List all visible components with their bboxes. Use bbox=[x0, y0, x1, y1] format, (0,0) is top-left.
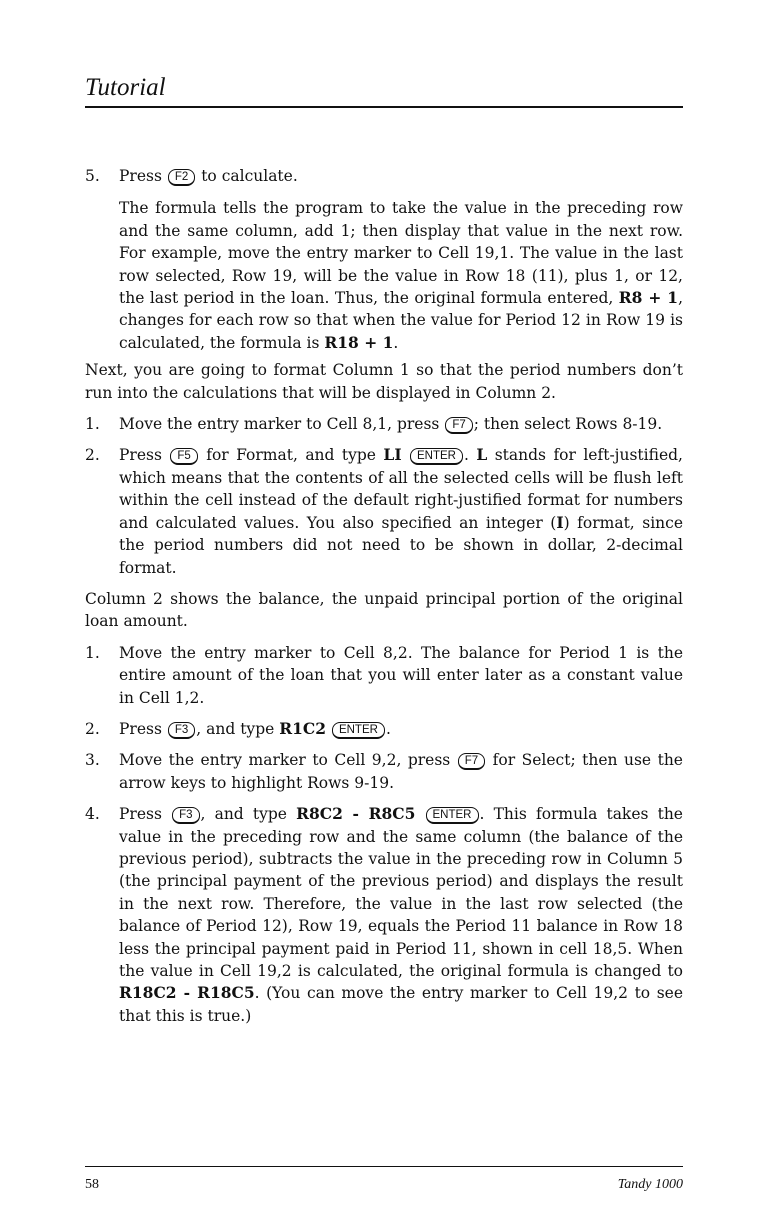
page-content bbox=[85, 165, 683, 1027]
text-span: , and type bbox=[200, 805, 297, 824]
text-span: The formula tells the program to take the value in the preceding row and the same column, add 1; then display that value in the next row. For example, move the entry marker to Cell 19,1. The value in the last row selected, Row 19, will be the value in Row 18 (11), plus 1, or 12, the last period in the loan. Thus, the original formula entered, bbox=[119, 199, 683, 308]
text-span: . bbox=[464, 446, 477, 465]
f3-key-icon: F3 bbox=[172, 807, 199, 824]
text-span: to calculate. bbox=[196, 167, 298, 185]
list2-step-2 bbox=[85, 718, 683, 740]
step-number: 1. bbox=[85, 415, 100, 434]
code-bold: LI bbox=[383, 445, 402, 465]
text-span: Press bbox=[119, 167, 162, 185]
f5-key-icon: F5 bbox=[170, 448, 197, 465]
header-rule bbox=[85, 106, 683, 108]
formula-bold: R8 + 1 bbox=[618, 288, 679, 308]
f2-key-icon: F2 bbox=[168, 169, 195, 186]
text-span: , and type bbox=[196, 719, 280, 738]
step-number: 2. bbox=[85, 446, 100, 465]
step-text bbox=[119, 444, 683, 578]
code-bold: R1C2 bbox=[279, 718, 327, 738]
formula-explanation bbox=[85, 197, 683, 354]
text-span: Move the entry marker to Cell 8,1, press bbox=[119, 415, 440, 434]
step-text bbox=[119, 803, 683, 1027]
list1-step-2 bbox=[85, 444, 683, 578]
header-title: Tutorial bbox=[85, 74, 166, 101]
list2-step-4 bbox=[85, 803, 683, 1027]
text-span: Press bbox=[119, 719, 162, 738]
text-span: stands for left-justified, which means that the contents of all the selected cells will be flush left within the cell instead of the default right-justified format for numbers and calculated values. You also specified an integer ( bbox=[119, 446, 683, 532]
enter-key-icon: ENTER bbox=[332, 722, 385, 739]
list1-step-1 bbox=[85, 413, 683, 435]
step-number: 5. bbox=[85, 167, 100, 185]
step-text bbox=[119, 749, 683, 794]
step-number: 3. bbox=[85, 751, 100, 770]
step-5 bbox=[85, 165, 683, 187]
list2-step-3 bbox=[85, 749, 683, 794]
step-text bbox=[119, 413, 683, 435]
paragraph-format-column1: Next, you are going to format Column 1 so that the period numbers don’t run into the calculations that will be displayed in Column 2. bbox=[85, 361, 683, 402]
f7-key-icon: F7 bbox=[445, 417, 472, 434]
step-text bbox=[119, 165, 683, 187]
list2-step-1 bbox=[85, 642, 683, 709]
text-span: ; then select Rows 8-19. bbox=[473, 415, 663, 434]
enter-key-icon: ENTER bbox=[410, 448, 463, 465]
code-bold: L bbox=[476, 445, 488, 465]
step-number: 2. bbox=[85, 719, 100, 738]
text-span: , changes for each row so that when the value for Period 12 in Row 19 is calculated, the formula is bbox=[119, 289, 683, 352]
text-span: . bbox=[385, 719, 391, 738]
footer-rule bbox=[85, 1166, 683, 1167]
text-span: for Format, and type bbox=[198, 446, 384, 465]
code-bold: R18C2 - R18C5 bbox=[119, 983, 255, 1003]
code-bold: R8C2 - R8C5 bbox=[296, 804, 416, 824]
step-number: 4. bbox=[85, 805, 100, 824]
step-text: Move the entry marker to Cell 8,2. The balance for Period 1 is the entire amount of the loan that you will enter later as a constant value in Cell 1,2. bbox=[119, 643, 683, 707]
text-span: . This formula takes the value in the preceding row and the same column (the balance of the previous period), subtracts the value in the preceding row in Column 5 (the principal payment of the previous period) and displays the result in the next row. Therefore, the value in the last row selected (the balance of Period 12), Row 19, equals the Period 11 balance in Row 18 less the principal payment paid in Period 11, shown in cell 18,5. When the value in Cell 19,2 is calculated, the original formula is changed to bbox=[119, 805, 683, 980]
text-span: Press bbox=[119, 446, 162, 465]
paragraph-column2: Column 2 shows the balance, the unpaid principal portion of the original loan amount. bbox=[85, 589, 683, 631]
text-span: for Select; then use the arrow keys to highlight Rows 9-19. bbox=[119, 751, 683, 792]
text-span: Press bbox=[119, 805, 162, 824]
footer-brand: Tandy 1000 bbox=[617, 1177, 683, 1192]
f3-key-icon: F3 bbox=[168, 722, 195, 739]
step-number: 1. bbox=[85, 643, 100, 662]
step-text bbox=[119, 718, 683, 740]
formula-bold: R18 + 1 bbox=[324, 332, 394, 352]
enter-key-icon: ENTER bbox=[426, 807, 479, 824]
code-bold: I bbox=[556, 512, 564, 532]
text-span: ) format, since the period numbers did not need to be shown in dollar, 2-decimal format. bbox=[119, 513, 683, 577]
text-span: . (You can move the entry marker to Cell 19,2 to see that this is true.) bbox=[119, 984, 683, 1025]
text-span: . bbox=[393, 333, 399, 352]
f7-key-icon: F7 bbox=[458, 753, 485, 770]
page-number: 58 bbox=[85, 1177, 99, 1192]
text-span: Move the entry marker to Cell 9,2, press bbox=[119, 751, 451, 770]
